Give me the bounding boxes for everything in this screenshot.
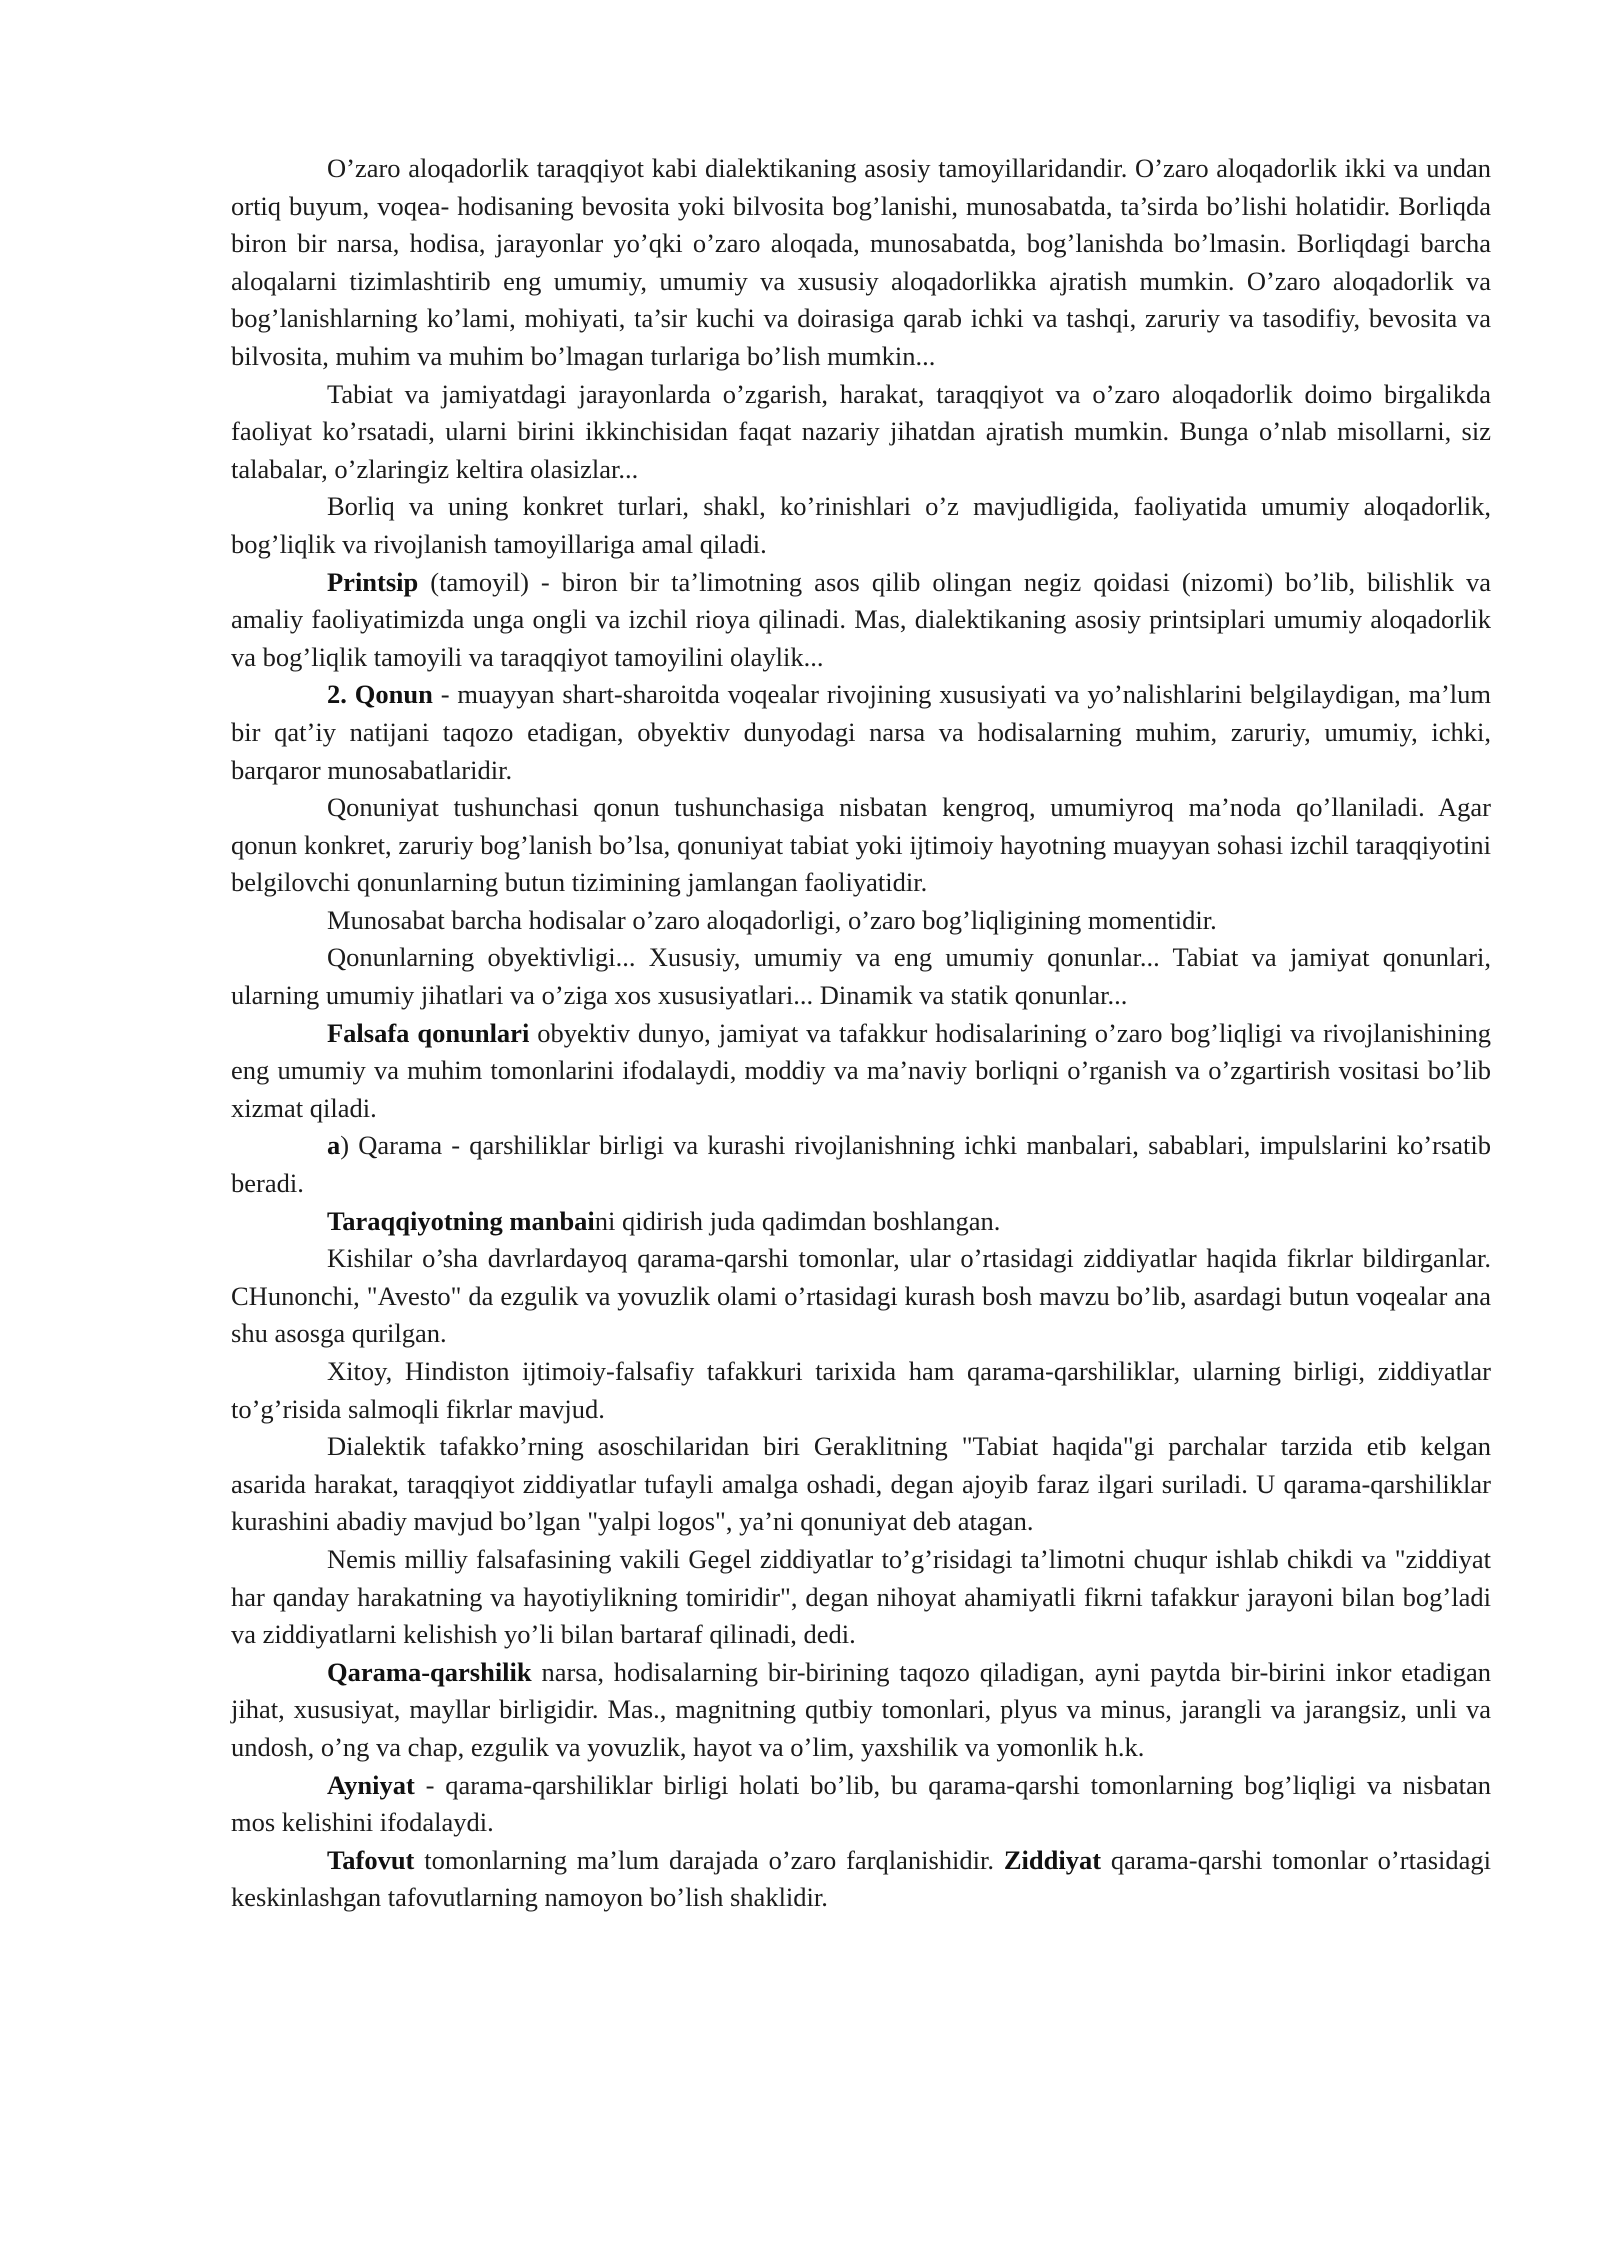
document-page	[231, 150, 1491, 1917]
bold-term: a	[327, 1130, 341, 1161]
text-run: - qarama-qarshiliklar birligi holati bo’lib, bu qarama-qarshi tomonlarning bog’liqligi va nisbatan mos kelishini ifodalaydi.	[231, 1769, 1491, 1838]
text-run: Qonunlarning obyektivligi... Xususiy, umumiy va eng umumiy qonunlar... Tabiat va jamiyat qonunlari, ularning umumiy jihatlari va o’ziga xos xususiyatlari... Dinamik va statik qonunlar...	[231, 942, 1491, 1011]
paragraph	[231, 676, 1491, 789]
bold-term: Tafovut	[327, 1844, 415, 1875]
text-run: Borliq va uning konkret turlari, shakl, ko’rinishlari o’z mavjudligida, faoliyatida umumiy aloqadorlik, bog’liqlik va rivojlanish tamoyillariga amal qiladi.	[231, 491, 1491, 559]
paragraph	[231, 1203, 1491, 1241]
text-run: obyektiv dunyo, jamiyat va tafakkur hodisalarining o’zaro bog’liqligi va rivojlanishining eng umumiy va muhim tomonlarini ifodalaydi, moddiy va ma’naviy borliqni o’rganish va o’zgartirish vositasi bo’lib xizmat qiladi.	[231, 1017, 1491, 1123]
text-run: - muayyan shart-sharoitda voqealar rivojining xususiyati va yo’nalishlarini belgilaydigan, ma’lum bir qat’iy natijani taqozo etadigan, obyektiv dunyodagi narsa va hodisalarning muhim, zaruriy, umumiy, ichki, barqaror munosabatlaridir.	[231, 679, 1491, 785]
paragraph	[231, 488, 1491, 563]
bold-term: 2. Qonun	[327, 679, 433, 710]
text-run: qarama-qarshi tomonlar o’rtasidagi keskinlashgan tafovutlarning namoyon bo’lish shaklidir.	[231, 1844, 1492, 1913]
paragraph	[231, 1015, 1491, 1128]
paragraph	[231, 1541, 1491, 1654]
paragraph	[231, 1127, 1491, 1202]
text-run: (tamoyil) - biron bir ta’limotning asos qilib olingan negiz qoidasi (nizomi) bo’lib, bilishlik va amaliy faoliyatimizda unga ongli va izchil rioya qilinadi. Mas, dialektikaning asosiy printsiplari umumiy aloqadorlik va bog’liqlik tamoyili va taraqqiyot tamoyilini olaylik...	[231, 566, 1491, 672]
text-run: Nemis milliy falsafasining vakili Gegel ziddiyatlar to’g’risidagi ta’limotni chuqur ishlab chikdi va "ziddiyat har qanday harakatning va hayotiylikning tomiridir", degan nihoyat ahamiyatli fikrni tafakkur jarayoni bilan bog’ladi va ziddiyatlarni kelishish yo’li bilan bartaraf qilinadi, dedi.	[231, 1543, 1491, 1650]
bold-term: Printsip	[327, 566, 419, 597]
text-run: Kishilar o’sha davrlardayoq qarama-qarshi tomonlar, ular o’rtasidagi ziddiyatlar haqida fikrlar bildirganlar. CHunonchi, "Avesto" da ezgulik va yovuzlik olami o’rtasidagi kurash bosh mavzu bo’lib, asardagi butun voqealar ana shu asosga qurilgan.	[231, 1243, 1491, 1349]
paragraph	[231, 150, 1491, 376]
paragraph	[231, 1842, 1491, 1917]
bold-term: Qarama-qarshilik	[327, 1656, 532, 1687]
text-run: narsa, hodisalarning bir-birining taqozo qiladigan, ayni paytda bir-birini inkor etadigan jihat, xususiyat, mayllar birligidir. Mas., magnitning qutbiy tomonlari, plyus va minus, jarangli va jarangsiz, unli va undosh, o’ng va chap, ezgulik va yovuzlik, hayot va o’lim, yaxshilik va yomonlik h.k.	[231, 1656, 1491, 1762]
paragraph	[231, 564, 1491, 677]
paragraph	[231, 1654, 1491, 1767]
bold-term: Taraqqiyotning manbai	[327, 1205, 595, 1236]
paragraph	[231, 1428, 1491, 1541]
text-run: Tabiat va jamiyatdagi jarayonlarda o’zgarish, harakat, taraqqiyot va o’zaro aloqadorlik doimo birgalikda faoliyat ko’rsatadi, ularni birini ikkinchisidan faqat nazariy jihatdan ajratish mumkin. Bunga o’nlab misollarni, siz talabalar, o’zlaringiz keltira olasizlar...	[231, 378, 1491, 484]
text-run: Dialektik tafakko’rning asoschilaridan biri Geraklitning "Tabiat haqida"gi parchalar tarzida etib kelgan asarida harakat, taraqqiyot ziddiyatlar tufayli amalga oshadi, degan ajoyib faraz ilgari suriladi. U qarama-qarshiliklar kurashini abadiy mavjud bo’lgan "yalpi logos", ya’ni qonuniyat deb atagan.	[231, 1431, 1491, 1537]
paragraph	[231, 376, 1491, 489]
bold-term: Ayniyat	[327, 1769, 415, 1800]
bold-term: Falsafa qonunlari	[327, 1017, 530, 1048]
text-run: ni qidirish juda qadimdan boshlangan.	[594, 1205, 1001, 1236]
paragraph	[231, 1353, 1491, 1428]
text-run: Qonuniyat tushunchasi qonun tushunchasiga nisbatan kengroq, umumiyroq ma’noda qo’llaniladi. Agar qonun konkret, zaruriy bog’lanish bo’lsa, qonuniyat tabiat yoki ijtimoiy hayotning muayyan sohasi izchil taraqqiyotini belgilovchi qonunlarning butun tizimining jamlangan faoliyatidir.	[231, 792, 1491, 898]
paragraph	[231, 789, 1491, 902]
paragraph	[231, 939, 1491, 1014]
paragraph	[231, 1240, 1491, 1353]
text-run: ) Qarama - qarshiliklar birligi va kurashi rivojlanishning ichki manbalari, sabablari, impulslarini ko’rsatib beradi.	[231, 1130, 1491, 1199]
text-run: O’zaro aloqadorlik taraqqiyot kabi dialektikaning asosiy tamoyillaridandir. O’zaro aloqadorlik ikki va undan ortiq buyum, voqea- hodisaning bevosita yoki bilvosita bog’lanishi, munosabatda, ta’sirda bo’lishi holatidir. Borliqda biron bir narsa, hodisa, jarayonlar yo’qki o’zaro aloqada, munosabatda, bog’lanishda bo’lmasin. Borliqdagi barcha aloqalarni tizimlashtirib eng umumiy, umumiy va xususiy aloqadorlikka ajratish mumkin. O’zaro aloqadorlik va bog’lanishlarning ko’lami, mohiyati, ta’sir kuchi va doirasiga qarab ichki va tashqi, zaruriy va tasodifiy, bevosita va bilvosita, muhim va muhim bo’lmagan turlariga bo’lish mumkin...	[231, 153, 1491, 371]
paragraph	[231, 902, 1491, 940]
text-run: tomonlarning ma’lum darajada o’zaro farqlanishidir.	[414, 1844, 1004, 1875]
bold-term: Ziddiyat	[1003, 1844, 1102, 1875]
paragraph	[231, 1767, 1491, 1842]
text-run: Munosabat barcha hodisalar o’zaro aloqadorligi, o’zaro bog’liqligining momentidir.	[327, 904, 1217, 935]
text-run: Xitoy, Hindiston ijtimoiy-falsafiy tafakkuri tarixida ham qarama-qarshiliklar, ularning birligi, ziddiyatlar to’g’risida salmoqli fikrlar mavjud.	[231, 1356, 1491, 1424]
